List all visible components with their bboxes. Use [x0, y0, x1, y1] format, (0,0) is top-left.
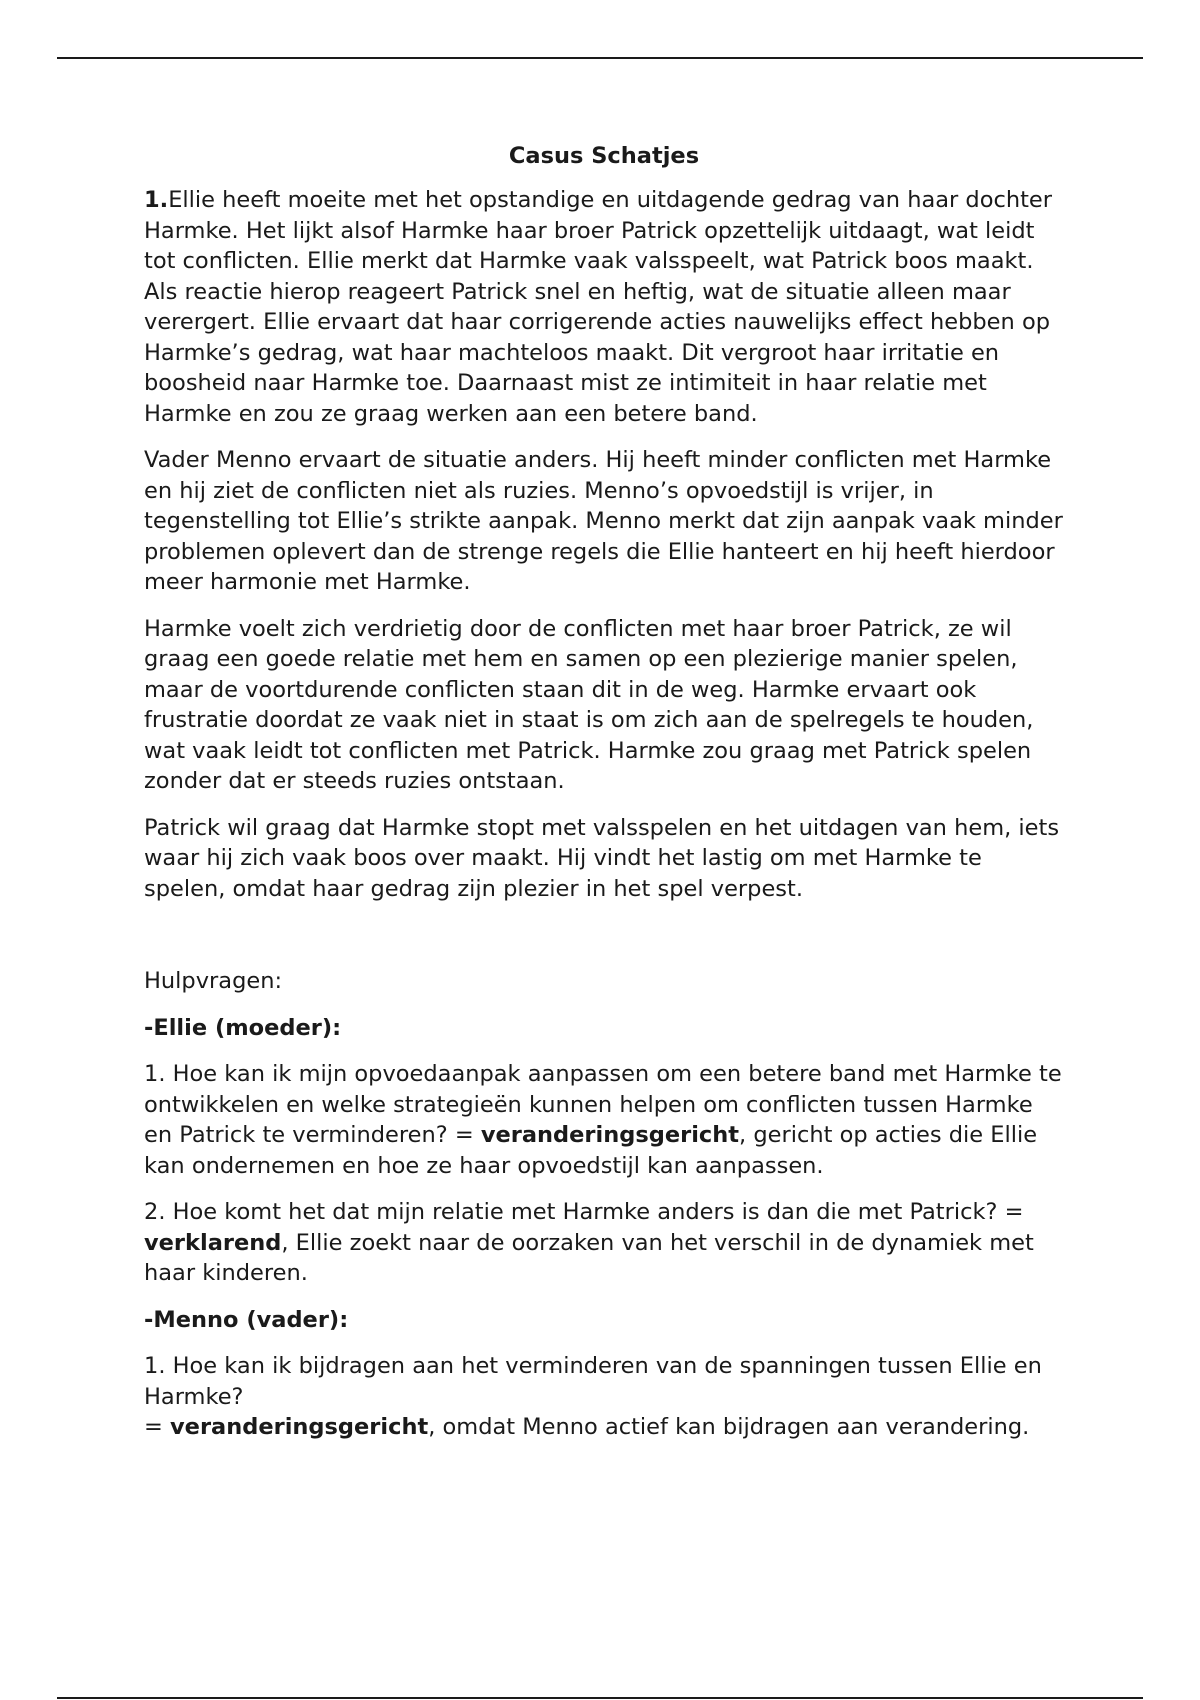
menno-q1-prefix: =: [144, 1414, 171, 1440]
ellie-q2-text: 2. Hoe komt het dat mijn relatie met Harmke anders is dan die met Patrick? =: [144, 1199, 1024, 1225]
ellie-question-2: [144, 1197, 1064, 1289]
document-page: [144, 140, 1064, 1459]
hulpvragen-label: Hulpvragen:: [144, 968, 283, 994]
ellie-q1-type: veranderingsgericht: [480, 1122, 740, 1148]
bottom-rule: [57, 1697, 1143, 1699]
ellie-q1-text: 1. Hoe kan ik mijn opvoedaanpak aanpassen om een betere band met Harmke te ontwikkelen en welke strategieën kunnen helpen om conflicten tussen Harmke en Patrick te verminderen? =: [144, 1061, 1062, 1148]
document-title: Casus Schatjes: [508, 143, 700, 169]
paragraph-harmke: Harmke voelt zich verdrietig door de conflicten met haar broer Patrick, ze wil graag een goede relatie met hem en samen op een plezierige manier spelen, maar de voortdurende conflicten staan dit in de weg. Harmke ervaart ook frustratie doordat ze vaak niet in staat is om zich aan de spelregels te houden, wat vaak leidt tot conflicten met Patrick. Harmke zou graag met Patrick spelen zonder dat er steeds ruzies ontstaan.: [144, 615, 1034, 794]
ellie-q2-rest: , Ellie zoekt naar de oorzaken van het verschil in de dynamiek met haar kinderen.: [144, 1229, 1034, 1286]
menno-q1-type: veranderingsgericht: [170, 1414, 429, 1440]
menno-q1-rest: , omdat Menno actief kan bijdragen aan verandering.: [428, 1414, 1030, 1440]
paragraph-ellie-text: Ellie heeft moeite met het opstandige en uitdagende gedrag van haar dochter Harmke. Het lijkt alsof Harmke haar broer Patrick opzettelijk uitdaagt, wat leidt tot conflicten. Ellie merkt dat Harmke vaak valsspeelt, wat Patrick boos maakt. Als reactie hierop reageert Patrick snel en heftig, wat de situatie alleen maar verergert. Ellie ervaart dat haar corrigerende acties nauwelijks effect hebben op Harmke’s gedrag, wat haar machteloos maakt. Dit vergroot haar irritatie en boosheid naar Harmke toe. Daarnaast mist ze intimiteit in haar relatie met Harmke en zou ze graag werken aan een betere band.: [144, 187, 1053, 427]
menno-question-1: [144, 1351, 1064, 1443]
ellie-q2-type: verklarend: [144, 1229, 282, 1256]
paragraph-menno: Vader Menno ervaart de situatie anders. Hij heeft minder conflicten met Harmke en hij ziet de conflicten niet als ruzies. Menno’s opvoedstijl is vrijer, in tegenstelling tot Ellie’s strikte aanpak. Menno merkt dat zijn aanpak vaak minder problemen oplevert dan de strenge regels die Ellie hanteert en hij heeft hierdoor meer harmonie met Harmke.: [144, 447, 1063, 595]
section-number: 1.: [144, 187, 169, 213]
menno-q1-text: 1. Hoe kan ik bijdragen aan het verminderen van de spanningen tussen Ellie en Harmke?: [144, 1353, 1042, 1410]
paragraph-patrick: Patrick wil graag dat Harmke stopt met valsspelen en het uitdagen van hem, iets waar hij zich vaak boos over maakt. Hij vindt het lastig om met Harmke te spelen, omdat haar gedrag zijn plezier in het spel verpest.: [144, 814, 1060, 902]
paragraph-ellie: [144, 185, 1064, 429]
ellie-question-1: [144, 1059, 1064, 1181]
spacer: [144, 920, 1064, 966]
top-rule: [57, 57, 1143, 59]
menno-heading: -Menno (vader):: [144, 1306, 349, 1333]
ellie-heading: -Ellie (moeder):: [144, 1014, 342, 1041]
ellie-q1-rest: , gericht op acties die Ellie kan ondernemen en hoe ze haar opvoedstijl kan aanpassen.: [144, 1122, 1038, 1179]
